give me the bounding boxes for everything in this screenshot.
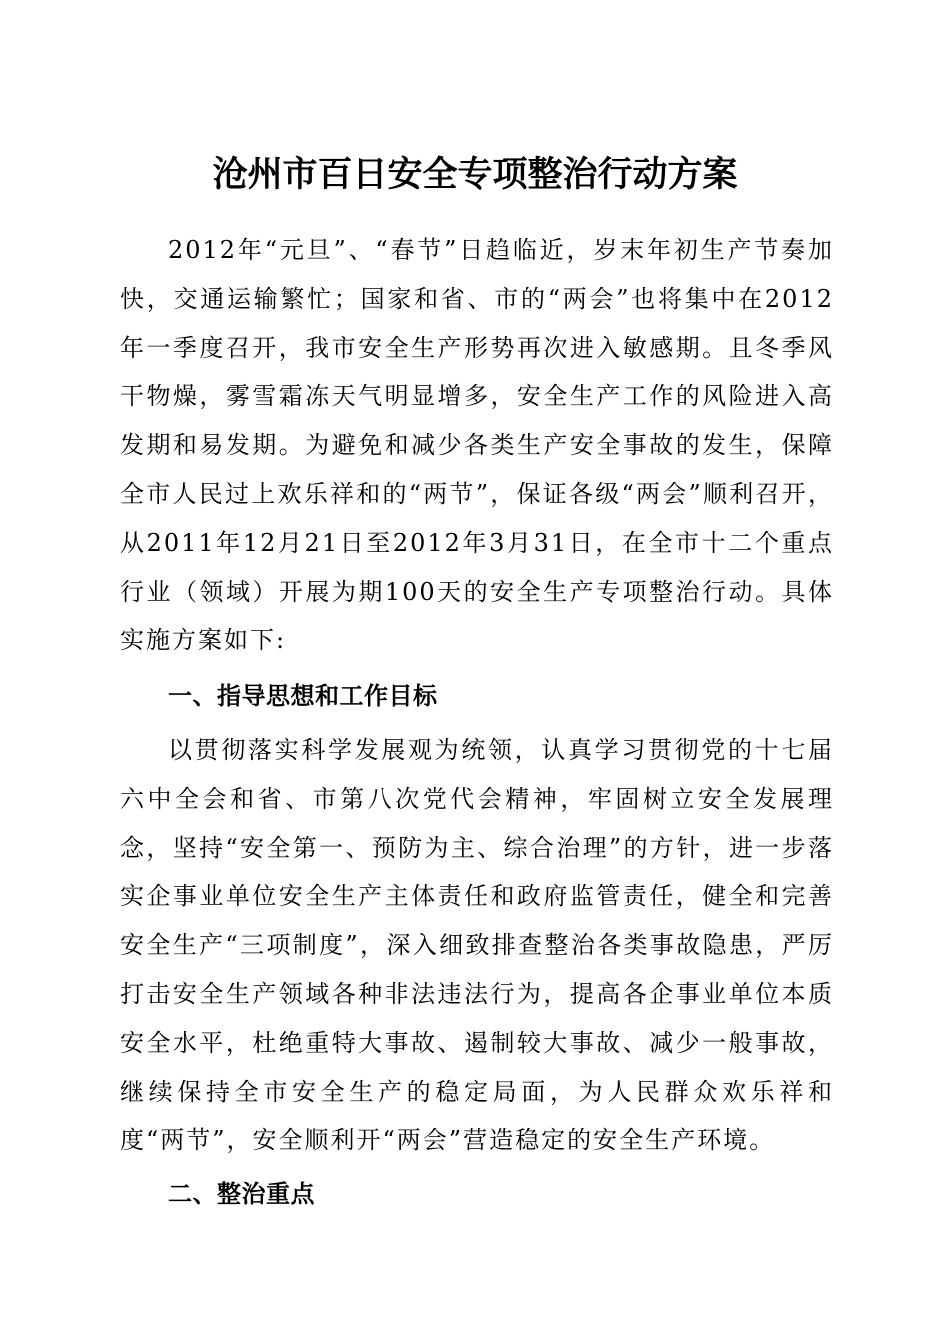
document-title: 沧州市百日安全专项整治行动方案 [212, 155, 738, 195]
section-heading-guiding-ideology: 一、指导思想和工作目标 [168, 682, 438, 710]
section-heading-rectification-focus: 二、整治重点 [168, 1180, 315, 1208]
guiding-ideology-paragraph: 以贯彻落实科学发展观为统领，认真学习贯彻党的十七届六中全会和省、市第八次党代会精神，牢固树立安全发展理念，坚持“安全第一、预防为主、综合治理”的方针，进一步落实企事业单位安全生产主体责任和政府监管责任，健全和完善安全生产“三项制度”，深入细致排查整治各类事故隐患，严厉打击安全生产领域各种非法违法行为，提高各企事业单位本质安全水平，杜绝重特大事故、遏制较大事故、减少一般事故，继续保持全市安全生产的稳定局面，为人民群众欢乐祥和度“两节”，安全顺利开“两会”营造稳定的安全生产环境。 [120, 736, 834, 1155]
intro-paragraph: 2012年“元旦”、“春节”日趋临近，岁末年初生产节奏加快，交通运输繁忙；国家和省、市的“两会”也将集中在2012年一季度召开，我市安全生产形势再次进入敏感期。且冬季风干物燥，雾雪霜冻天气明显增多，安全生产工作的风险进入高发期和易发期。为避免和减少各类生产安全事故的发生，保障全市人民过上欢乐祥和的“两节”，保证各级“两会”顺利召开，从2011年12月21日至2012年3月31日，在全市十二个重点行业（领域）开展为期100天的安全生产专项整治行动。具体实施方案如下: [120, 236, 834, 655]
